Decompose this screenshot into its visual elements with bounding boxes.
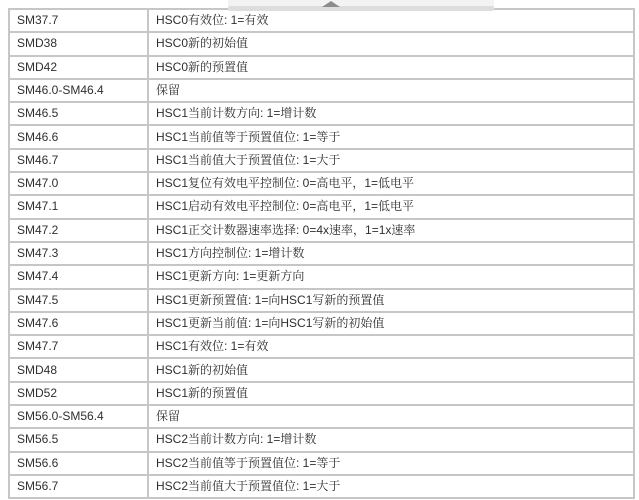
register-address-cell: SM47.7: [9, 335, 148, 358]
register-address-cell: SM46.5: [9, 102, 148, 125]
register-description-cell: HSC1复位有效电平控制位: 0=高电平，1=低电平: [148, 172, 634, 195]
register-address-cell: SM47.1: [9, 195, 148, 218]
register-description-cell: 保留: [148, 79, 634, 102]
table-row: [9, 219, 634, 242]
register-description-cell: HSC1新的初始值: [148, 358, 634, 381]
register-description-cell: HSC2当前值等于预置值位: 1=等于: [148, 452, 634, 475]
register-address-cell: SM56.5: [9, 428, 148, 451]
register-description-cell: HSC1方向控制位: 1=增计数: [148, 242, 634, 265]
viewer-collapse-control[interactable]: [0, 0, 639, 12]
table-row: [9, 32, 634, 55]
register-address-cell: SM47.5: [9, 289, 148, 312]
register-address-cell: SMD42: [9, 56, 148, 79]
register-address-cell: SM47.0: [9, 172, 148, 195]
register-description-cell: HSC1启动有效电平控制位: 0=高电平，1=低电平: [148, 195, 634, 218]
register-description-cell: HSC2当前计数方向: 1=增计数: [148, 428, 634, 451]
register-description-cell: HSC0新的初始值: [148, 32, 634, 55]
register-description-cell: HSC1有效位: 1=有效: [148, 335, 634, 358]
register-description-cell: HSC1当前计数方向: 1=增计数: [148, 102, 634, 125]
overlay-bar: [228, 6, 494, 11]
register-address-cell: SMD38: [9, 32, 148, 55]
table-row: [9, 79, 634, 102]
register-address-cell: SM37.7: [9, 9, 148, 32]
register-description-cell: HSC1更新方向: 1=更新方向: [148, 265, 634, 288]
table-row: [9, 358, 634, 381]
table-row: [9, 172, 634, 195]
register-description-cell: HSC1当前值等于预置值位: 1=等于: [148, 125, 634, 148]
register-description-cell: HSC1当前值大于预置值位: 1=大于: [148, 149, 634, 172]
table-row: [9, 312, 634, 335]
register-address-cell: SM46.6: [9, 125, 148, 148]
table-row: [9, 195, 634, 218]
register-address-cell: SM46.7: [9, 149, 148, 172]
register-address-cell: SMD52: [9, 382, 148, 405]
table-row: [9, 428, 634, 451]
table-row: [9, 382, 634, 405]
register-description-cell: HSC0有效位: 1=有效: [148, 9, 634, 32]
table-row: [9, 56, 634, 79]
register-description-cell: 保留: [148, 405, 634, 428]
register-address-cell: SMD48: [9, 358, 148, 381]
register-address-cell: SM47.4: [9, 265, 148, 288]
register-address-cell: SM47.3: [9, 242, 148, 265]
table-row: [9, 242, 634, 265]
register-description-cell: HSC2当前值大于预置值位: 1=大于: [148, 475, 634, 498]
register-address-cell: SM56.0-SM56.4: [9, 405, 148, 428]
register-address-cell: SM56.7: [9, 475, 148, 498]
table-row: [9, 289, 634, 312]
register-address-cell: SM47.2: [9, 219, 148, 242]
register-table-body: [9, 9, 634, 498]
table-row: [9, 149, 634, 172]
register-description-cell: HSC1更新当前值: 1=向HSC1写新的初始值: [148, 312, 634, 335]
register-address-cell: SM56.6: [9, 452, 148, 475]
table-row: [9, 102, 634, 125]
register-description-cell: HSC1更新预置值: 1=向HSC1写新的预置值: [148, 289, 634, 312]
table-row: [9, 452, 634, 475]
register-description-cell: HSC0新的预置值: [148, 56, 634, 79]
table-row: [9, 265, 634, 288]
register-description-cell: HSC1新的预置值: [148, 382, 634, 405]
collapse-up-arrow-icon[interactable]: [322, 1, 340, 7]
table-row: [9, 405, 634, 428]
table-row: [9, 9, 634, 32]
register-address-cell: SM47.6: [9, 312, 148, 335]
table-row: [9, 125, 634, 148]
register-address-cell: SM46.0-SM46.4: [9, 79, 148, 102]
register-description-cell: HSC1正交计数器速率选择: 0=4x速率，1=1x速率: [148, 219, 634, 242]
table-row: [9, 475, 634, 498]
special-memory-register-table: [8, 8, 635, 499]
table-row: [9, 335, 634, 358]
